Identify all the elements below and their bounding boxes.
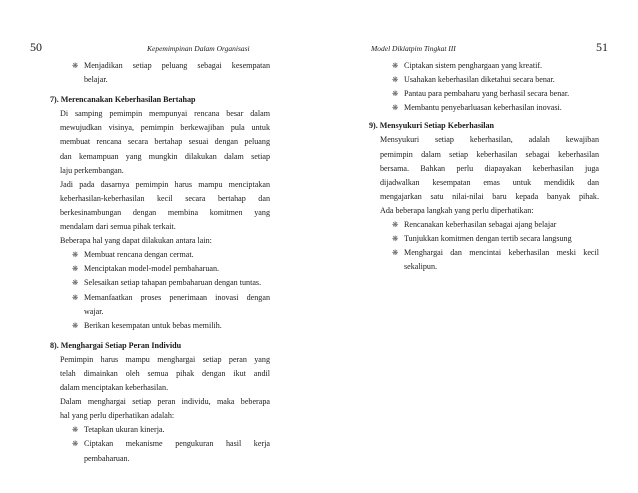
bullet-icon: ❋: [72, 250, 79, 260]
list-item: ❋ Usahakan keberhasilan diketahui secara benar.: [392, 73, 599, 87]
list-item: ❋ Tetapkan ukuran kinerja.: [72, 423, 270, 437]
section-8-bullets: [60, 423, 270, 465]
bullet-icon: ❋: [72, 425, 79, 435]
bullet-icon: ❋: [392, 248, 399, 258]
section-9-title: 9). Mensyukuri Setiap Keberhasilan: [369, 121, 495, 131]
list-item: ❋ Menghargai dan mencintai keberhasilan meski kecil sekalipun.: [392, 248, 599, 272]
page-number-left: 50: [30, 40, 42, 54]
right-page-body: [369, 59, 599, 274]
bullet-icon: ❋: [392, 75, 399, 85]
left-page-body: [50, 59, 270, 466]
bullet-icon: ❋: [392, 61, 399, 70]
list-item: ❋ Menciptakan model-model pembaharuan.: [72, 262, 270, 276]
list-item: ❋ Ciptakan sistem penghargaan yang kreatif.: [392, 59, 599, 73]
bullet-icon: ❋: [72, 320, 79, 330]
list-item: ❋ Membuat rencana dengan cermat.: [72, 248, 270, 262]
section-7-text: Di samping pemimpin mempunyai rencana besar dalam mewujudkan visinya, pemimpin berkewajiban pula untuk membuat rencana secara bertahap sesuai dengan peluang dan kemampuan yang mungkin dilakukan dalam setiap laju perkembangan. Jadi pada dasarnya pemimpin harus mampu menciptakan keberhasilan-keberhasilan kecil secara bertahap dan berkesinambungan dengan membina komitmen yang mendalam dari semua pihak terkait. Beberapa hal yang dapat dilakukan antara lain:: [60, 109, 270, 246]
section-9-bullets: [380, 218, 599, 274]
bullet-icon: ❋: [392, 89, 399, 99]
section-7-bullets: [60, 248, 270, 333]
running-header-left: Kepemimpinan Dalam Organisasi: [147, 44, 250, 53]
section-7-title: 7). Merencanakan Keberhasilan Bertahap: [50, 95, 196, 105]
right-page: [319, 0, 638, 493]
list-item: ❋ Pantau para pembaharu yang berhasil secara benar.: [392, 87, 599, 101]
list-item: ❋ Membantu penyebarluasan keberhasilan inovasi.: [392, 101, 599, 115]
list-item: ❋ Rencanakan keberhasilan sebagai ajang belajar: [392, 218, 599, 232]
list-item: ❋ Berikan kesempatan untuk bebas memilih.: [72, 319, 270, 333]
list-item: ❋ Menjadikan setiap peluang sebagai kesempatan belajar.: [72, 61, 270, 85]
section-8-title: 8). Menghargai Setiap Peran Individu: [50, 340, 182, 350]
bullet-icon: ❋: [72, 278, 79, 288]
bullet-icon: ❋: [72, 264, 79, 274]
bullet-icon: ❋: [72, 439, 79, 449]
list-item: ❋ Ciptakan mekanisme pengukuran hasil kerja pembaharuan.: [72, 439, 270, 463]
list-item: ❋ Memanfaatkan proses penerimaan inovasi dengan wajar.: [72, 292, 270, 316]
bullet-icon: ❋: [72, 292, 79, 302]
top-bullets: [380, 59, 599, 115]
list-item: ❋ Tunjukkan komitmen dengan tertib secara langsung: [392, 232, 599, 246]
bullet-icon: ❋: [392, 234, 399, 244]
list-item: ❋ Selesaikan setiap tahapan pembaharuan dengan tuntas.: [72, 276, 270, 290]
bullet-icon: ❋: [392, 220, 399, 230]
bullet-icon: ❋: [72, 61, 79, 70]
section-9-text: Mensyukuri setiap keberhasilan, adalah kewajiban pemimpin dalam setiap keberhasilan sebagai keberhasilan bersama. Bahkan perlu diapayakan keberhasilan juga dijadwalkan kesempatan emas untuk mendidik dan mengajarkan satu nilai-nilai baru kepada banyak pihak. Ada beberapa langkah yang perlu diperhatikan:: [380, 135, 599, 215]
section-8-text: Pemimpin harus mampu menghargai setiap peran yang telah dimainkan oleh semua pihak dengan ikut andil dalam menciptakan keberhasilan. Dalam menghargai setiap peran individu, maka beberapa hal yang perlu diperhatikan adalah:: [60, 354, 270, 421]
running-header-right: Model Diklatpim Tingkat III: [371, 44, 456, 53]
page-number-right: 51: [596, 40, 608, 54]
bullet-icon: ❋: [392, 103, 399, 113]
